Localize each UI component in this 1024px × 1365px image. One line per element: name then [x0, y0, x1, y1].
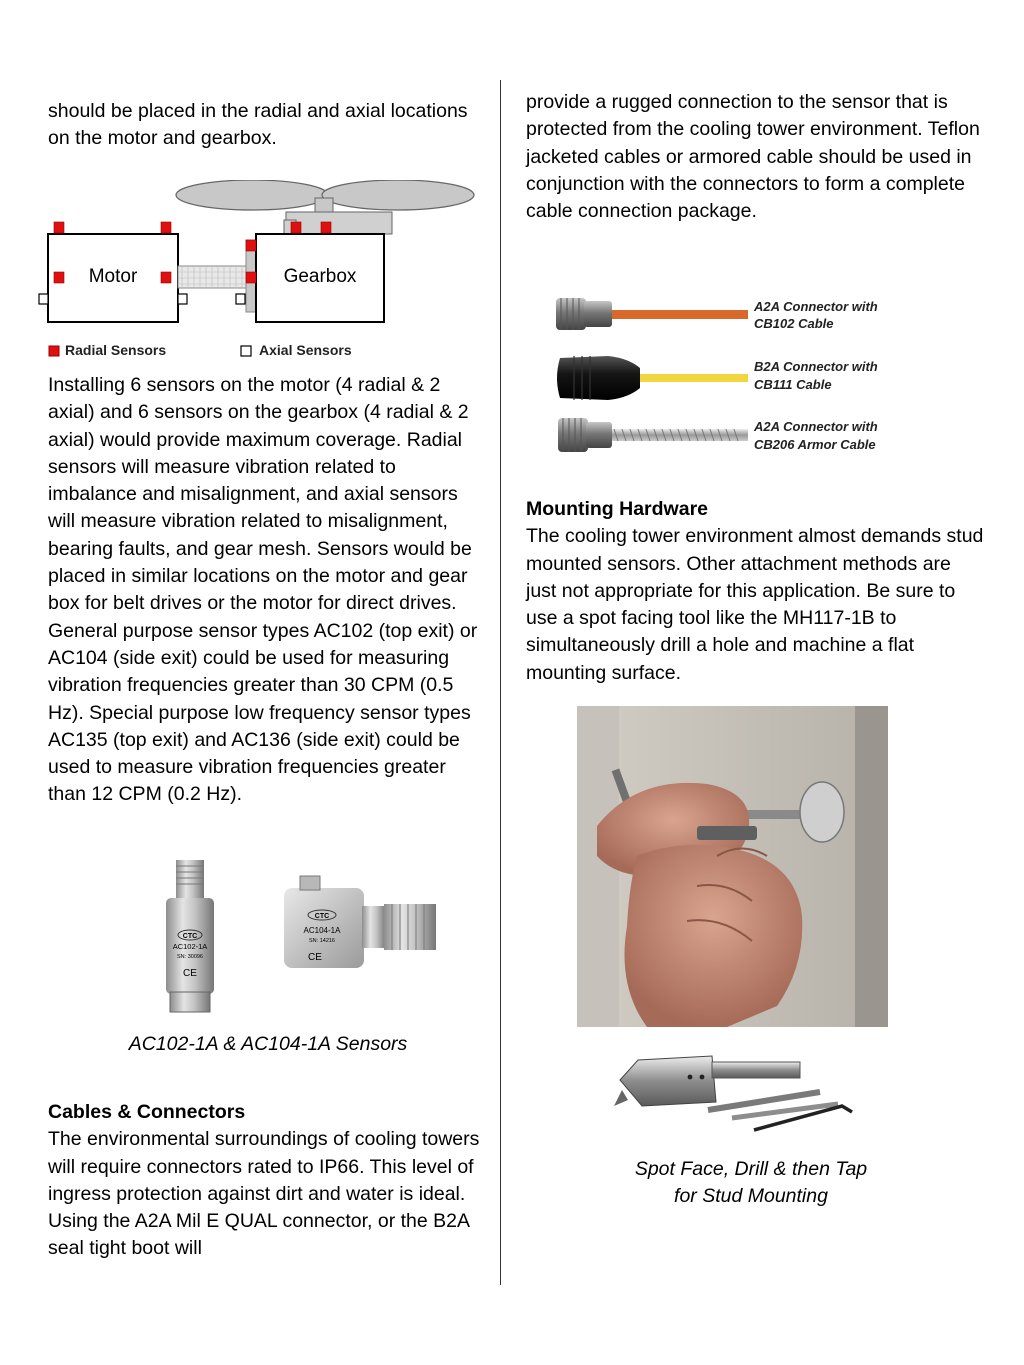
cutter-shank: [712, 1062, 800, 1078]
radial-sensor-marker: [54, 222, 64, 233]
connector-3-label-line1: A2A Connector with: [754, 419, 878, 434]
cables-paragraph: The environmental surroundings of cooling towers will require connectors rated to IP66. This level of ingress protection against dirt and water is ideal. Using the A2A Mil E QUAL connector, or the B2A seal tight boot will: [48, 1128, 480, 1260]
radial-sensor-marker: [161, 272, 171, 283]
tool-caption-line1: Spot Face, Drill & then Tap: [634, 1158, 868, 1180]
radial-sensor-marker: [161, 222, 171, 233]
ac102-base: [170, 992, 210, 1012]
sensor-photo: [130, 852, 450, 1020]
ac102-logo: CTC: [182, 933, 198, 940]
ac104-ce-mark: CE: [308, 952, 322, 963]
lower-hand: [625, 845, 803, 1027]
a2a-connector: [584, 301, 612, 327]
ac104-neck: [362, 906, 386, 948]
fan-blade-left: [176, 180, 328, 210]
legend-radial-swatch: [49, 346, 59, 356]
legend-axial-label: Axial Sensors: [259, 342, 352, 358]
a2a-armor-connector: [586, 422, 612, 448]
cables-heading: Cables & Connectors: [48, 1101, 246, 1123]
tool-collar: [697, 826, 757, 840]
tool-caption-line2: for Stud Mounting: [674, 1185, 828, 1208]
connector-3-label-line2: CB206 Armor Cable: [754, 437, 876, 452]
sensor-placement-diagram: [36, 180, 478, 362]
motor-label: Motor: [88, 266, 138, 287]
connector-1-label-line2: CB102 Cable: [754, 316, 834, 331]
sensor-types-paragraph: General purpose sensor types AC102 (top exit) or AC104 (side exit) could be used for measuring vibration frequencies greater than 30 CPM (0.5 Hz). Special purpose low frequency sensor types AC135 (top exit) and AC136 (side exit) could be used to measure vibration frequencies greater than 12 CPM (0.2 Hz).: [48, 619, 478, 806]
connector-1-label-line1: A2A Connector with: [754, 299, 878, 314]
mounting-heading: Mounting Hardware: [526, 498, 709, 520]
connector-2-label-line1: B2A Connector with: [754, 359, 878, 374]
mounting-section: [526, 496, 986, 687]
cables-section: [48, 1099, 480, 1263]
sensor-caption: AC102-1A & AC104-1A Sensors: [128, 1033, 408, 1055]
radial-sensor-marker: [246, 240, 256, 251]
radial-sensor-marker: [321, 222, 331, 233]
drill-bit-set-photo: [612, 1044, 858, 1136]
column-divider: [500, 80, 501, 1285]
spot-face-disk: [800, 782, 844, 842]
connector-cable-photo: [548, 288, 898, 466]
ac104-model: AC104-1A: [303, 926, 341, 935]
axial-sensor-marker: [236, 294, 245, 304]
intro-paragraph: should be placed in the radial and axial locations on the motor and gearbox.: [48, 100, 468, 150]
ac102-model: AC102-1A: [172, 942, 208, 951]
tool-caption: [526, 1156, 976, 1211]
legend-axial-swatch: [241, 346, 251, 356]
sensor-body-text: [48, 372, 480, 809]
b2a-connector: [557, 356, 640, 400]
axial-sensor-marker: [178, 294, 187, 304]
radial-sensor-marker: [54, 272, 64, 283]
ac104-serial: SN: 14216: [309, 938, 335, 944]
radial-sensor-marker: [291, 222, 301, 233]
fan-blade-right: [322, 180, 474, 210]
ac102-serial: SN: 30096: [177, 954, 203, 960]
radial-sensor-marker: [246, 272, 256, 283]
yellow-cable: [634, 374, 748, 382]
legend-radial-label: Radial Sensors: [65, 342, 167, 358]
connection-paragraph: provide a rugged connection to the sensor that is protected from the cooling tower environment. Teflon jacketed cables or armored cable should be used in conjunction with the connectors to form a complete cable connection package.: [526, 91, 980, 223]
connector-2-label-line2: CB111 Cable: [754, 377, 832, 392]
gearbox-label: Gearbox: [283, 266, 357, 287]
orange-cable: [608, 310, 748, 319]
spot-face-tool-photo: [577, 706, 888, 1027]
ac102-ce-mark: CE: [183, 968, 197, 979]
ac104-logo: CTC: [314, 913, 330, 920]
spot-face-cutter: [620, 1056, 716, 1106]
gearbox-top-housing: [286, 212, 392, 234]
coverage-paragraph: Installing 6 sensors on the motor (4 radial & 2 axial) and 6 sensors on the gearbox (4 radial & 2 axial) would provide maximum coverage. Radial sensors will measure vibration related to imbalance and misalignment, and axial sensors will measure vibration related to misalignment, bearing faults, and gear mesh. Sensors would be placed in similar locations on the motor and gear box for belt drives or the motor for direct drives.: [48, 374, 472, 615]
axial-sensor-marker: [39, 294, 48, 304]
mounting-paragraph: The cooling tower environment almost demands stud mounted sensors. Other attachment methods are just not appropriate for this application. Be sure to use a spot facing tool like the MH117-1B to simultaneously drill a hole and machine a flat mounting surface.: [526, 525, 984, 684]
